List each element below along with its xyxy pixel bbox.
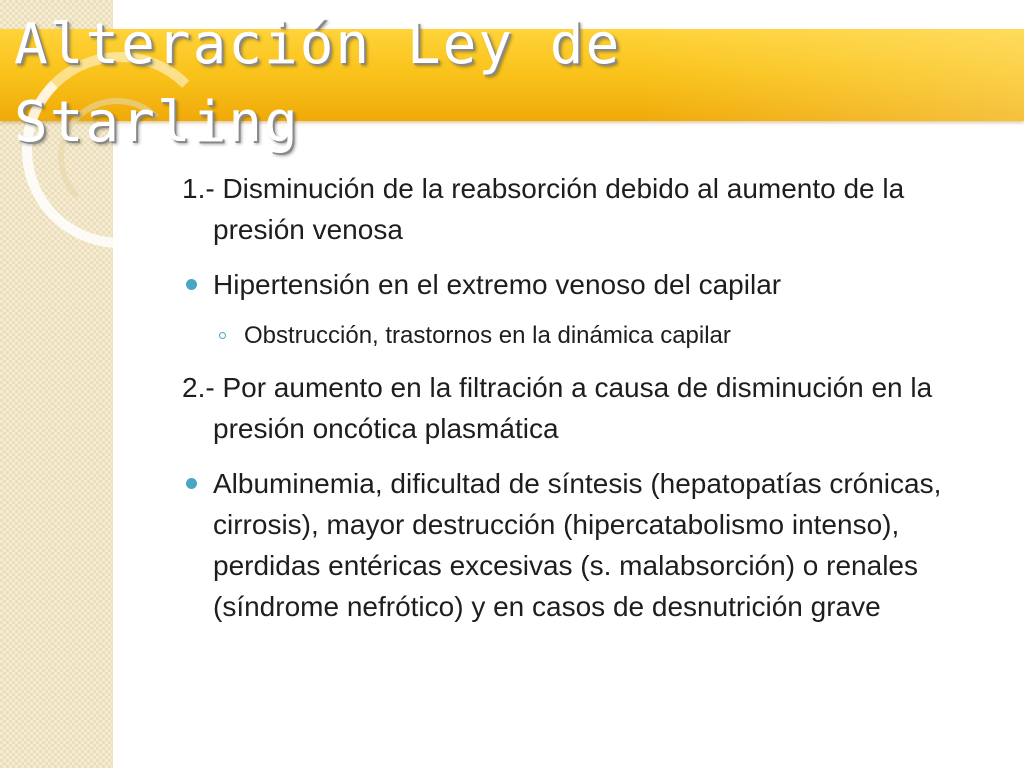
sub-bullet-item [182, 319, 982, 353]
bullet-item [182, 264, 982, 305]
bullet-text: Hipertensión en el extremo venoso del capilar [213, 269, 782, 300]
bullet-text: Albuminemia, dificultad de síntesis (hepatopatías crónicas, cirrosis), mayor destrucción (hipercatabolismo intenso), perdidas entéricas excesivas (s. malabsorción) o renales (síndrome nefrótico) y en casos de desnutrición grave [213, 468, 942, 622]
sub-bullet-text: Obstrucción, trastornos en la dinámica capilar [244, 322, 731, 349]
bullet-dot-icon [186, 478, 197, 489]
bullet-dot-icon [186, 279, 197, 290]
numbered-point-2: 2.- Por aumento en la filtración a causa de disminución en la presión oncótica plasmática [182, 372, 933, 444]
bullet-item [182, 463, 982, 627]
numbered-point-1: 1.- Disminución de la reabsorción debido al aumento de la presión venosa [182, 173, 905, 245]
slide-title: Alteración Ley de Starling [14, 12, 622, 155]
slide-body [182, 168, 982, 641]
sub-bullet-ring-icon [219, 332, 226, 339]
